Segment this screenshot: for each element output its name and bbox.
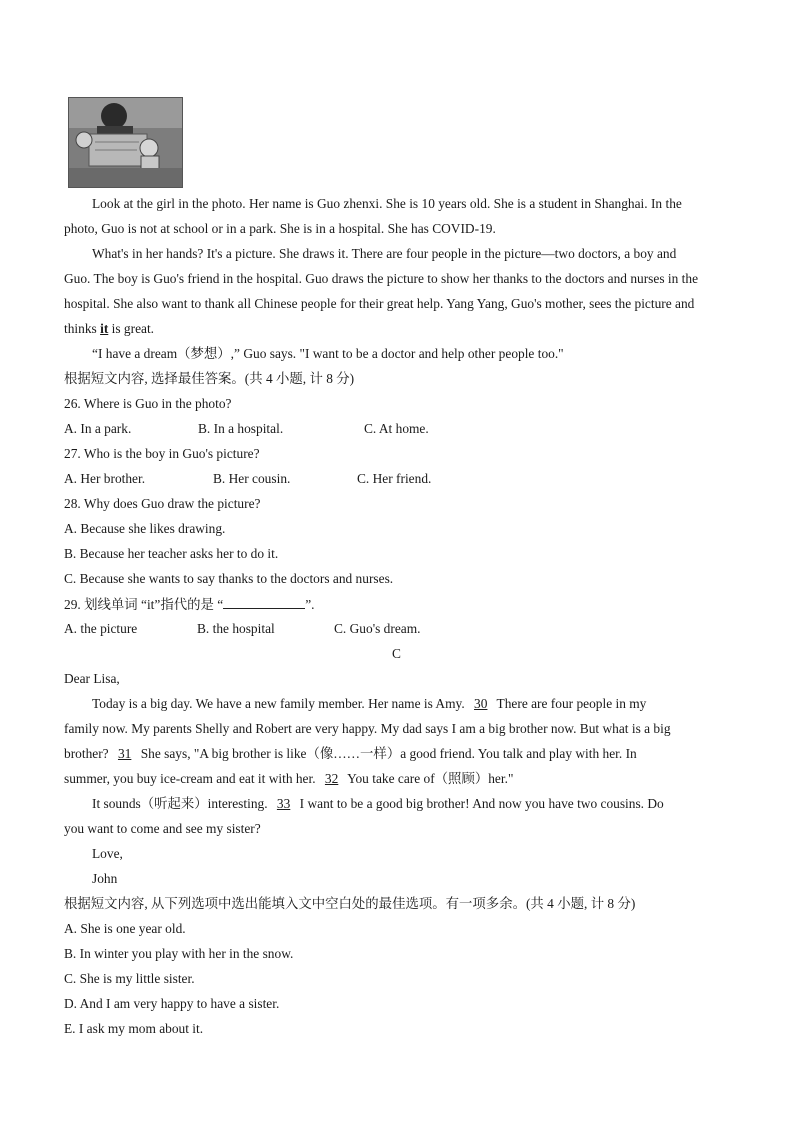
letter-line [92,696,646,712]
letter-greeting: Dear Lisa, [64,671,120,686]
letter-line: family now. My parents Shelly and Robert are very happy. My dad says I am a big brother now. But what is a big [64,721,671,736]
option-27-c: C. Her friend. [357,471,432,486]
option-28-b: B. Because her teacher asks her to do it. [64,546,279,561]
text: There are four people in my [493,696,647,711]
option-29-a: A. the picture [64,621,138,636]
text: ”. [305,597,315,612]
letter-closing: Love, [92,846,123,861]
underlined-word-it: it [100,321,109,336]
question-28: 28. Why does Guo draw the picture? [64,496,261,511]
instruction: 根据短文内容, 选择最佳答案。(共 4 小题, 计 8 分) [64,371,355,386]
letter-line [64,746,637,762]
option-e: E. I ask my mom about it. [64,1021,204,1036]
option-29-b: B. the hospital [197,621,275,636]
option-26-a: A. In a park. [64,421,132,436]
option-d: D. And I am very happy to have a sister. [64,996,280,1011]
blank-30: 30 [474,696,488,711]
text: is great. [108,321,155,336]
option-26-b: B. In a hospital. [198,421,284,436]
text: I want to be a good big brother! And now you have two cousins. Do [296,796,664,811]
question-26: 26. Where is Guo in the photo? [64,396,232,411]
option-b: B. In winter you play with her in the snow. [64,946,294,961]
photo-girl-with-drawing [68,97,183,188]
option-a: A. She is one year old. [64,921,186,936]
text: You take care of（照顾）her." [344,771,514,786]
option-27-b: B. Her cousin. [213,471,291,486]
passage-line: Look at the girl in the photo. Her name is Guo zhenxi. She is 10 years old. She is a student in Shanghai. In the [92,196,682,211]
text: thinks [64,321,101,336]
passage-line: hospital. She also want to thank all Chinese people for their great help. Yang Yang, Guo's mother, sees the picture and [64,296,695,311]
blank-33: 33 [276,796,291,811]
passage-line [64,321,154,337]
option-28-c: C. Because she wants to say thanks to the doctors and nurses. [64,571,394,586]
text: It sounds（听起来）interesting. [92,796,271,811]
text: 29. 划线单词 “it”指代的是 “ [64,597,224,612]
blank-32: 32 [324,771,339,786]
passage-line: photo, Guo is not at school or in a park. She is in a hospital. She has COVID-19. [64,221,496,236]
section-label: C [392,646,401,661]
answer-blank [223,596,305,609]
letter-line [64,771,513,787]
text: summer, you buy ice-cream and eat it with her. [64,771,319,786]
passage-line: Guo. The boy is Guo's friend in the hospital. Guo draws the picture to show her thanks to the doctors and nurses in the [64,271,699,286]
instruction: 根据短文内容, 从下列选项中选出能填入文中空白处的最佳选项。有一项多余。(共 4 小题, 计 8 分) [64,896,636,911]
option-c: C. She is my little sister. [64,971,195,986]
letter-line [92,796,664,812]
option-26-c: C. At home. [364,421,429,436]
photo-image [69,98,182,187]
question-27: 27. Who is the boy in Guo's picture? [64,446,260,461]
letter-signature: John [92,871,118,886]
option-28-a: A. Because she likes drawing. [64,521,226,536]
option-27-a: A. Her brother. [64,471,146,486]
passage-line: “I have a dream（梦想）,” Guo says. "I want to be a doctor and help other people too." [92,346,564,361]
passage-line: What's in her hands? It's a picture. She draws it. There are four people in the picture—two doctors, a boy and [92,246,677,261]
letter-line: you want to come and see my sister? [64,821,261,836]
question-29 [64,596,314,613]
text: She says, "A big brother is like（像……一样）a good friend. You talk and play with her. In [137,746,637,761]
option-29-c: C. Guo's dream. [334,621,421,636]
text: Today is a big day. We have a new family member. Her name is Amy. [92,696,469,711]
text: brother? [64,746,112,761]
blank-31: 31 [117,746,132,761]
